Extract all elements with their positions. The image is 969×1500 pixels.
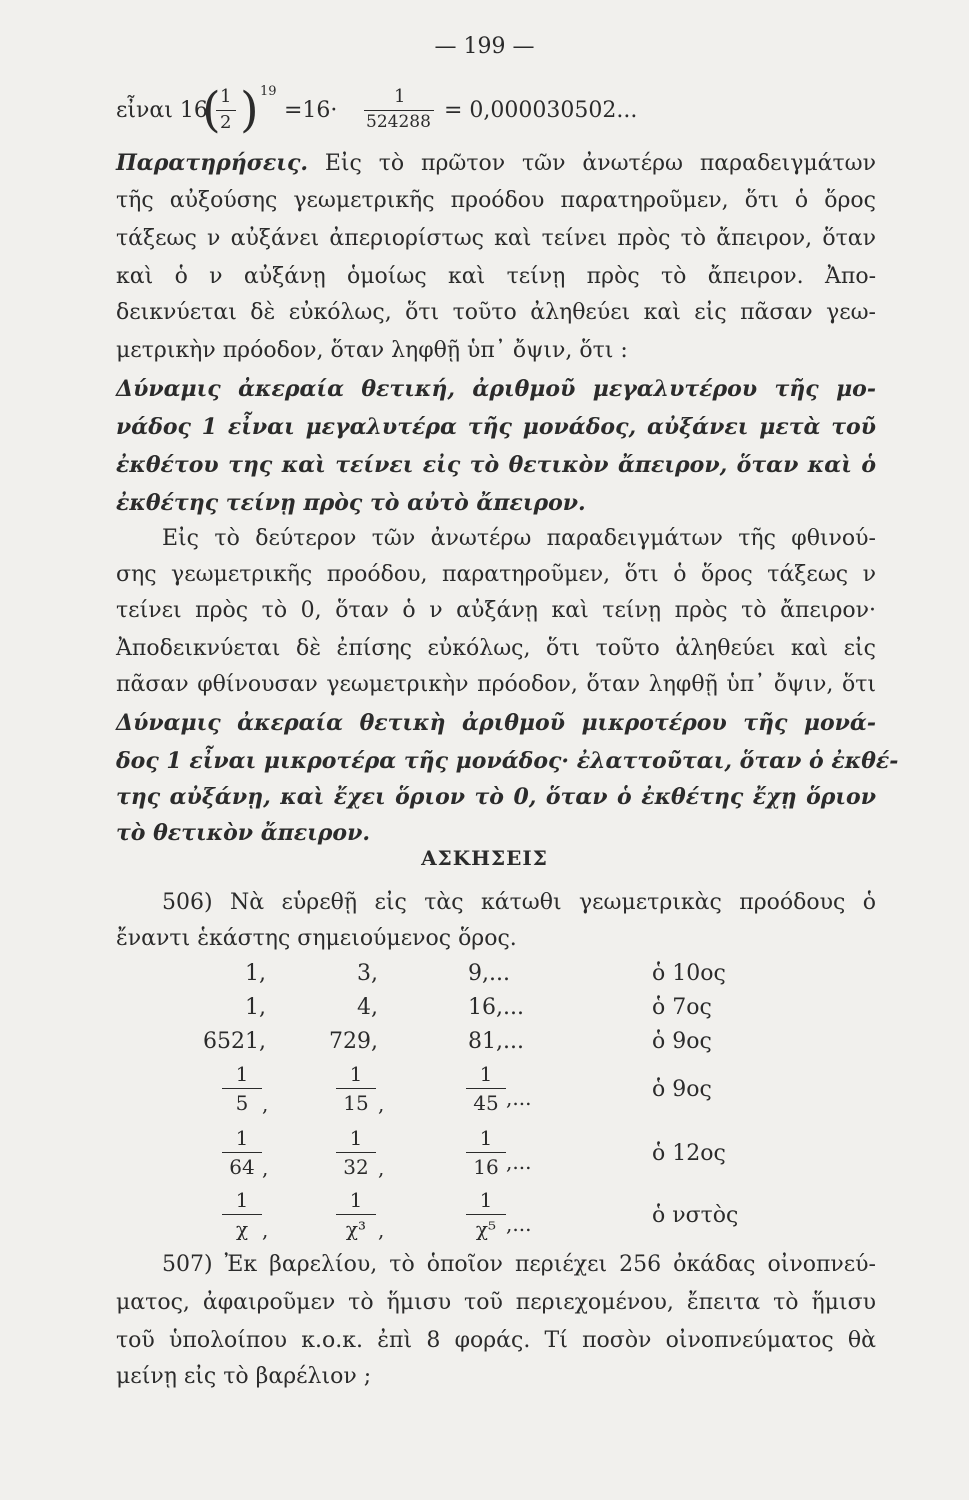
frow3-comma-2: , — [378, 1218, 385, 1242]
frow3-b: 1 χ³ — [336, 1188, 376, 1241]
formula-equals: =16· — [284, 98, 338, 123]
frac-bar — [364, 110, 434, 111]
para1-line-6: μετρικὴν πρόοδον, ὅταν ληφθῇ ὑπ᾽ ὄψιν, ὅτι : — [116, 338, 628, 363]
frow1-a: 1 5 — [222, 1062, 262, 1115]
remarks-label: Παρατηρήσεις. — [116, 150, 308, 176]
row1-b: 3, — [357, 961, 378, 986]
theorem1-line-1: Δύναμις ἀκεραία θετική, ἀριθμοῦ μεγαλυτέρου τῆς μο- — [116, 376, 876, 402]
exercises-heading: ΑΣΚΗΣΕΙΣ — [421, 846, 548, 870]
frow1-term: ὁ 9ος — [652, 1077, 712, 1102]
frac-denominator: 524288 — [366, 112, 431, 132]
ex507-line-3: τοῦ ὑπολοίπου κ.ο.κ. ἐπὶ 8 φοράς. Τί ποσὸν οἰνοπνεύματος θὰ — [116, 1328, 876, 1353]
frow3-ellipsis: ,... — [506, 1212, 532, 1236]
formula — [116, 84, 816, 144]
frow1-comma-1: , — [262, 1092, 269, 1116]
para1-line-2: τῆς αὐξούσης γεωμετρικῆς προόδου παρατηροῦμεν, ὅτι ὁ ὅρος — [116, 188, 876, 213]
page-number: — 199 — — [434, 34, 535, 59]
theorem2-line-1: Δύναμις ἀκεραία θετικὴ ἀριθμοῦ μικροτέρου τῆς μονά- — [116, 710, 876, 736]
frow2-b: 1 32 — [336, 1126, 376, 1179]
frow2-comma-1: , — [262, 1156, 269, 1180]
theorem2-line-4: τὸ θετικὸν ἄπειρον. — [116, 820, 370, 846]
row3-term: ὁ 9ος — [652, 1029, 712, 1054]
theorem1-line-3: ἐκθέτου της καὶ τείνει εἰς τὸ θετικὸν ἄπειρον, ὅταν καὶ ὁ — [116, 452, 876, 478]
frow1-c: 1 45 — [466, 1062, 506, 1115]
formula-result: = 0,000030502... — [444, 98, 638, 123]
para2-line-2: σης γεωμετρικῆς προόδου, παρατηροῦμεν, ὅτι ὁ ὅρος τάξεως ν — [116, 562, 876, 587]
para1-line-3: τάξεως ν αὐξάνει ἀπεριορίστως καὶ τείνει πρὸς τὸ ἄπειρον, ὅταν — [116, 226, 876, 251]
row2-b: 4, — [357, 995, 378, 1020]
base-fraction-bar — [216, 110, 236, 111]
ex507-line-4: μείνῃ εἰς τὸ βαρέλιον ; — [116, 1364, 372, 1389]
row2-term: ὁ 7ος — [652, 995, 712, 1020]
theorem2-line-3: της αὐξάνῃ, καὶ ἔχει ὅριον τὸ 0, ὅταν ὁ ἐκθέτης ἔχῃ ὅριον — [116, 784, 876, 810]
theorem1-line-4: ἐκθέτης τείνῃ πρὸς τὸ αὐτὸ ἄπειρον. — [116, 490, 586, 516]
ex506-line-2: ἔναντι ἑκάστης σημειούμενος ὅρος. — [116, 926, 517, 951]
frow3-term: ὁ νστὸς — [652, 1203, 739, 1228]
ex507-line-1: 507) Ἐκ βαρελίου, τὸ ὁποῖον περιέχει 256 ὀκάδας οἰνοπνεύ- — [162, 1252, 876, 1277]
row1-term: ὁ 10ος — [652, 961, 726, 986]
base-numerator: 1 — [220, 86, 232, 107]
formula-lead: εἶναι 16 — [116, 98, 208, 123]
para1-line-5: δεικνύεται δὲ εὐκόλως, ὅτι τοῦτο ἀληθεύει καὶ εἰς πᾶσαν γεω- — [116, 300, 876, 325]
formula-exponent: 19 — [260, 84, 277, 99]
frow1-comma-2: , — [378, 1092, 385, 1116]
frow2-term: ὁ 12ος — [652, 1141, 726, 1166]
para1-line-1: Παρατηρήσεις. Εἰς τὸ πρῶτον τῶν ἀνωτέρω παραδειγμάτων — [116, 150, 876, 176]
para2-line-1: Εἰς τὸ δεύτερον τῶν ἀνωτέρω παραδειγμάτων τῆς φθινού- — [162, 526, 876, 551]
paren-close: ) — [240, 82, 259, 138]
row3-c: 81,... — [468, 1029, 524, 1054]
theorem2-line-2: δος 1 εἶναι μικροτέρα τῆς μονάδος· ἐλαττοῦται, ὅταν ὁ ἐκθέ- — [116, 748, 899, 774]
row1-a: 1, — [245, 961, 266, 986]
row2-a: 1, — [245, 995, 266, 1020]
para2-line-3: τείνει πρὸς τὸ 0, ὅταν ὁ ν αὐξάνῃ καὶ τείνῃ πρὸς τὸ ἄπειρον· — [116, 598, 876, 623]
para1-line-4: καὶ ὁ ν αὐξάνῃ ὁμοίως καὶ τείνῃ πρὸς τὸ ἄπειρον. Ἀπο- — [116, 264, 876, 289]
para2-line-4: Ἀποδεικνύεται δὲ ἐπίσης εὐκόλως, ὅτι τοῦτο ἀληθεύει καὶ εἰς — [116, 636, 876, 661]
frow1-ellipsis: ,... — [506, 1086, 532, 1110]
para2-line-5: πᾶσαν φθίνουσαν γεωμετρικὴν πρόοδον, ὅταν ληφθῇ ὑπ᾽ ὄψιν, ὅτι — [116, 672, 876, 697]
frac-numerator: 1 — [394, 86, 406, 107]
ex506-line-1: 506) Νὰ εὑρεθῇ εἰς τὰς κάτωθι γεωμετρικὰς προόδους ὁ — [162, 890, 876, 915]
frow2-ellipsis: ,... — [506, 1150, 532, 1174]
row1-c: 9,... — [468, 961, 510, 986]
paren-open: ( — [202, 82, 221, 138]
frow2-a: 1 64 — [222, 1126, 262, 1179]
frow3-comma-1: , — [262, 1218, 269, 1242]
frow2-c: 1 16 — [466, 1126, 506, 1179]
frow2-comma-2: , — [378, 1156, 385, 1180]
row3-a: 6521, — [203, 1029, 266, 1054]
frow3-c: 1 χ⁵ — [466, 1188, 506, 1241]
theorem1-line-2: νάδος 1 εἶναι μεγαλυτέρα τῆς μονάδος, αὐξάνει μετὰ τοῦ — [116, 414, 876, 440]
ex507-line-2: ματος, ἀφαιροῦμεν τὸ ἥμισυ τοῦ περιεχομένου, ἔπειτα τὸ ἥμισυ — [116, 1290, 876, 1315]
frow3-a: 1 χ — [222, 1188, 262, 1241]
frow1-b: 1 15 — [336, 1062, 376, 1115]
row2-c: 16,... — [468, 995, 524, 1020]
row3-b: 729, — [329, 1029, 378, 1054]
base-denominator: 2 — [220, 112, 232, 133]
